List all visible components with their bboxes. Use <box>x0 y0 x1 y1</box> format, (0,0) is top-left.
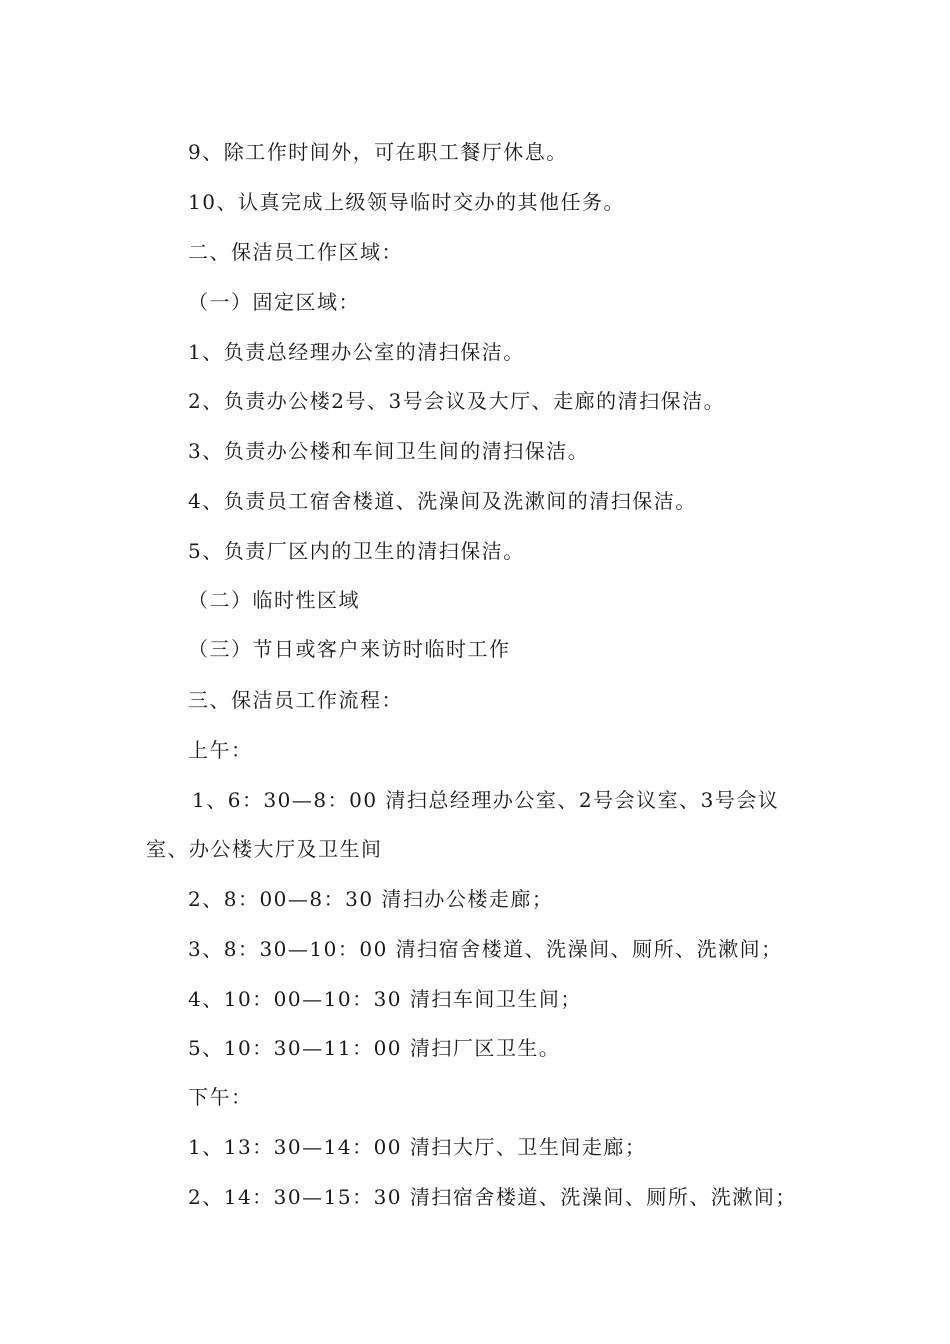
text-line: 4、负责员工宿舍楼道、洗澡间及洗漱间的清扫保洁。 <box>188 489 697 513</box>
text-line: 3、负责办公楼和车间卫生间的清扫保洁。 <box>188 439 590 463</box>
text-line: 10、认真完成上级领导临时交办的其他任务。 <box>188 190 625 214</box>
subsection-heading: （一）固定区域： <box>188 290 360 314</box>
text-line: 4、10：00—10：30 清扫车间卫生间； <box>188 987 582 1011</box>
text-line: 室、办公楼大厅及卫生间 <box>146 837 383 861</box>
text-line: 5、负责厂区内的卫生的清扫保洁。 <box>188 539 525 563</box>
text-line: 9、除工作时间外，可在职工餐厅休息。 <box>188 140 568 164</box>
section-heading: 二、保洁员工作区域： <box>188 240 403 264</box>
text-line: 5、10：30—11：00 清扫厂区卫生。 <box>188 1036 561 1060</box>
subsection-heading: （三）节日或客户来访时临时工作 <box>188 637 511 661</box>
period-label: 下午： <box>188 1085 253 1109</box>
text-line: 2、负责办公楼2号、3号会议及大厅、走廊的清扫保洁。 <box>188 389 726 413</box>
text-line: 1、负责总经理办公室的清扫保洁。 <box>188 340 525 364</box>
text-line: 1、6：30—8：00 清扫总经理办公室、2号会议室、3号会议 <box>192 788 780 812</box>
text-line: 2、14：30—15：30 清扫宿舍楼道、洗澡间、厕所、洗漱间； <box>188 1185 797 1209</box>
section-heading: 三、保洁员工作流程： <box>188 688 403 712</box>
text-line: 2、8：00—8：30 清扫办公楼走廊； <box>188 887 554 911</box>
text-line: 3、8：30—10：00 清扫宿舍楼道、洗澡间、厕所、洗漱间； <box>188 937 783 961</box>
subsection-heading: （二）临时性区域 <box>188 588 360 612</box>
period-label: 上午： <box>188 738 253 762</box>
text-line: 1、13：30—14：00 清扫大厅、卫生间走廊； <box>188 1135 647 1159</box>
